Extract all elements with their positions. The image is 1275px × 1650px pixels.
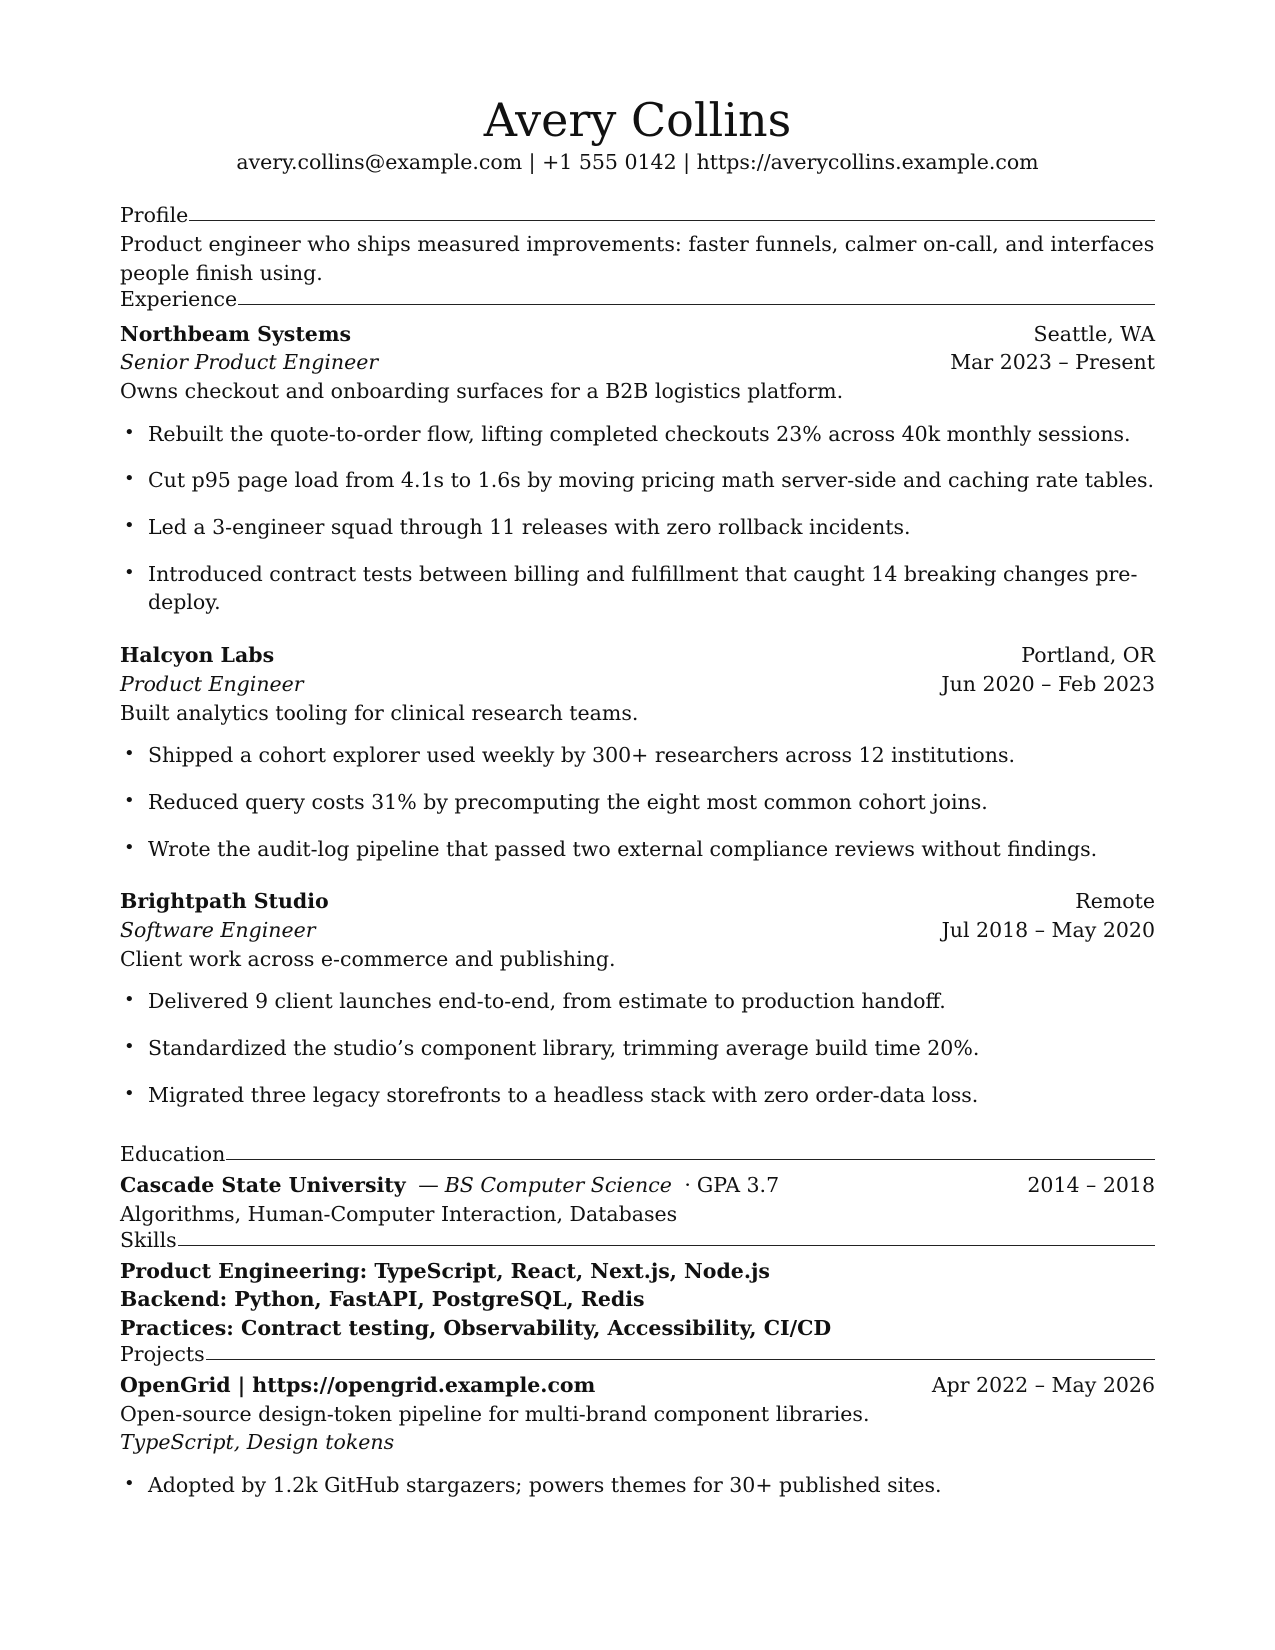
section-header-projects bbox=[120, 1343, 1155, 1367]
section-title: Skills bbox=[120, 1227, 177, 1252]
job-entry bbox=[120, 887, 1155, 1109]
bullet-item: • Rebuilt the quote-to-order flow, lifting completed checkouts 23% across 40k monthly sessions. bbox=[120, 420, 1155, 449]
section-title: Profile bbox=[120, 203, 189, 228]
skill-line: Backend: Python, FastAPI, PostgreSQL, Redis bbox=[120, 1287, 645, 1312]
bullet-item: • Reduced query costs 31% by precomputing the eight most common cohort joins. bbox=[120, 788, 1155, 817]
company-name: Northbeam Systems bbox=[120, 321, 352, 346]
candidate-name: Avery Collins bbox=[483, 93, 792, 147]
section-header-experience bbox=[120, 288, 1155, 312]
skills-list bbox=[120, 1257, 1155, 1343]
company-name: Brightpath Studio bbox=[120, 889, 329, 914]
job-title: Software Engineer bbox=[120, 917, 316, 942]
separator-dot: · bbox=[684, 1173, 691, 1198]
section-title: Projects bbox=[120, 1341, 205, 1366]
company-name: Halcyon Labs bbox=[120, 643, 275, 668]
school-name: Cascade State University bbox=[120, 1173, 406, 1198]
section-rule bbox=[120, 1359, 1155, 1360]
job-bullets bbox=[120, 987, 1155, 1109]
job-header-row bbox=[120, 641, 1155, 670]
bullet-item: • Delivered 9 client launches end-to-end, from estimate to production handoff. bbox=[120, 987, 1155, 1016]
section-title: Experience bbox=[120, 286, 238, 311]
section-rule bbox=[120, 304, 1155, 305]
section-rule bbox=[120, 220, 1155, 221]
project-dates: Apr 2022 – May 2026 bbox=[931, 1372, 1155, 1397]
job-title: Product Engineer bbox=[120, 671, 304, 696]
bullet-item: • Standardized the studio’s component library, trimming average build time 20%. bbox=[120, 1034, 1155, 1063]
section-rule bbox=[120, 1159, 1155, 1160]
job-summary: Built analytics tooling for clinical research teams. bbox=[120, 700, 639, 725]
job-bullets bbox=[120, 420, 1155, 617]
job-summary: Owns checkout and onboarding surfaces for a B2B logistics platform. bbox=[120, 379, 844, 404]
bullet-item: • Wrote the audit-log pipeline that passed two external compliance reviews without findings. bbox=[120, 835, 1155, 864]
job-role-row bbox=[120, 348, 1155, 377]
job-header-row bbox=[120, 887, 1155, 916]
bullet-item: • Adopted by 1.2k GitHub stargazers; powers themes for 30+ published sites. bbox=[120, 1471, 1155, 1500]
job-entry bbox=[120, 320, 1155, 618]
resume-page bbox=[120, 0, 1155, 1518]
job-location: Seattle, WA bbox=[1033, 321, 1155, 346]
gpa: GPA 3.7 bbox=[696, 1173, 780, 1198]
job-dates: Mar 2023 – Present bbox=[950, 350, 1155, 375]
separator-dash: — bbox=[418, 1173, 439, 1198]
bullet-item: • Shipped a cohort explorer used weekly by 300+ researchers across 12 institutions. bbox=[120, 741, 1155, 770]
bullet-item: • Led a 3-engineer squad through 11 releases with zero rollback incidents. bbox=[120, 513, 1155, 542]
bullet-item: • Cut p95 page load from 4.1s to 1.6s by moving pricing math server-side and caching rate tables. bbox=[120, 466, 1155, 495]
education-entry bbox=[120, 1171, 1155, 1200]
section-header-skills bbox=[120, 1229, 1155, 1253]
section-title: Education bbox=[120, 1142, 226, 1167]
job-summary: Client work across e-commerce and publishing. bbox=[120, 946, 616, 971]
contact-line: avery.collins@example.com | +1 555 0142 | https://averycollins.example.com bbox=[236, 149, 1039, 174]
education-dates: 2014 – 2018 bbox=[1027, 1173, 1155, 1198]
job-location: Portland, OR bbox=[1021, 643, 1155, 668]
bullet-item: • Migrated three legacy storefronts to a headless stack with zero order-data loss. bbox=[120, 1081, 1155, 1110]
experience-list bbox=[120, 320, 1155, 1110]
skill-line: Practices: Contract testing, Observability, Accessibility, CI/CD bbox=[120, 1316, 832, 1341]
project-summary: Open-source design-token pipeline for multi-brand component libraries. bbox=[120, 1401, 870, 1426]
project-bullets bbox=[120, 1471, 1155, 1500]
bullet-item: • Introduced contract tests between billing and fulfillment that caught 14 breaking changes pre-deploy. bbox=[120, 560, 1155, 617]
section-header-education bbox=[120, 1143, 1155, 1167]
profile-text: Product engineer who ships measured improvements: faster funnels, calmer on-call, and interfaces people finish using. bbox=[120, 232, 1155, 285]
job-entry bbox=[120, 641, 1155, 863]
section-header-profile bbox=[120, 204, 1155, 228]
coursework: Algorithms, Human-Computer Interaction, Databases bbox=[120, 1202, 678, 1227]
job-role-row bbox=[120, 670, 1155, 699]
job-bullets bbox=[120, 741, 1155, 863]
education-details bbox=[120, 1171, 779, 1200]
project-header bbox=[120, 1371, 1155, 1400]
skill-line: Product Engineering: TypeScript, React, Next.js, Node.js bbox=[120, 1258, 770, 1283]
job-location: Remote bbox=[1075, 889, 1155, 914]
job-role-row bbox=[120, 916, 1155, 945]
project-name: OpenGrid | https://opengrid.example.com bbox=[120, 1372, 596, 1397]
job-dates: Jul 2018 – May 2020 bbox=[941, 917, 1155, 942]
job-title: Senior Product Engineer bbox=[120, 350, 379, 375]
job-header-row bbox=[120, 320, 1155, 349]
section-rule bbox=[120, 1245, 1155, 1246]
project-tech: TypeScript, Design tokens bbox=[120, 1430, 395, 1455]
degree: BS Computer Science bbox=[444, 1173, 672, 1198]
job-dates: Jun 2020 – Feb 2023 bbox=[941, 671, 1155, 696]
